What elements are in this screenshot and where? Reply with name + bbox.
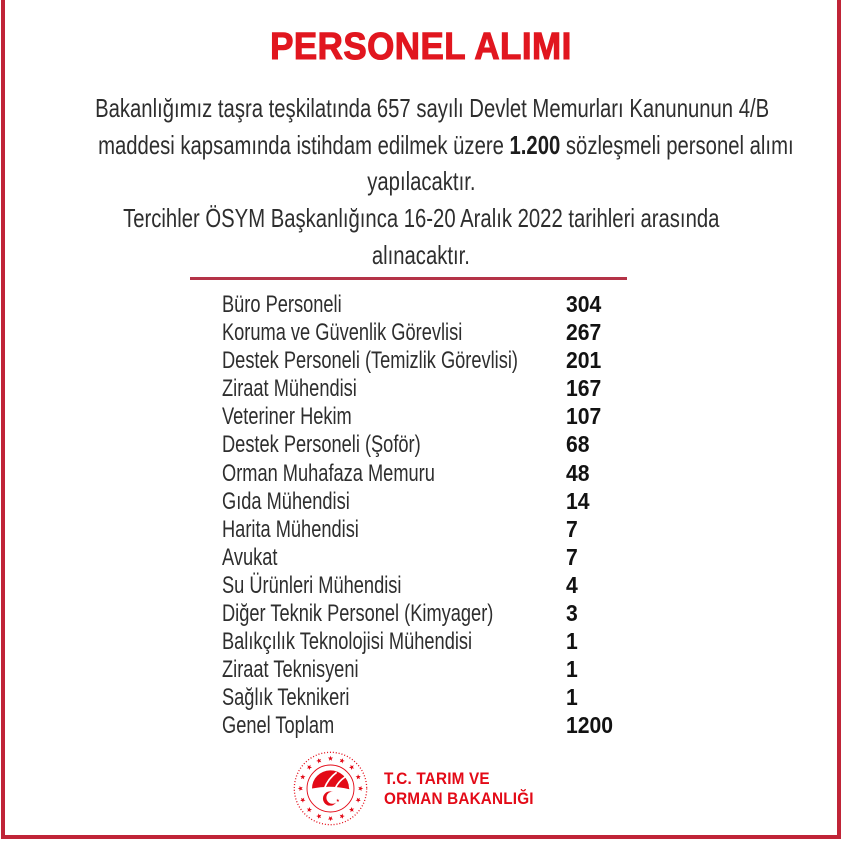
- positions-table: [222, 290, 622, 740]
- position-count: 1200: [566, 712, 614, 739]
- dates-line-2: alınacaktır.: [371, 239, 471, 270]
- position-label: Balıkçılık Teknolojisi Mühendisi: [222, 628, 473, 656]
- table-row: [222, 627, 622, 655]
- position-label: Destek Personeli (Temizlik Görevlisi): [222, 347, 518, 375]
- dates-line-1: Tercihler ÖSYM Başkanlığınca 16-20 Aralık 2022 tarihleri arasında: [122, 203, 720, 233]
- table-row: [222, 571, 622, 599]
- position-count: 3: [566, 600, 578, 627]
- position-label: Koruma ve Güvenlik Görevlisi: [222, 319, 463, 347]
- intro-line-2: maddesi kapsamında istihdam edilmek üzere 1.200 sözleşmeli personel alımı: [98, 129, 794, 160]
- position-count: 267: [566, 319, 602, 346]
- position-label: Veteriner Hekim: [222, 403, 352, 431]
- position-label: Avukat: [222, 543, 278, 571]
- position-count: 304: [566, 291, 602, 317]
- bottom-frame-line: [1, 835, 841, 839]
- position-label: Büro Personeli: [222, 291, 342, 318]
- position-label: Sağlık Teknikeri: [222, 684, 350, 712]
- intro-paragraph: [0, 90, 842, 200]
- table-row: [222, 515, 622, 543]
- table-row: [222, 459, 622, 487]
- position-label: Ziraat Teknisyeni: [222, 656, 359, 684]
- position-count: 107: [566, 403, 602, 430]
- crescent-star-icon: [323, 791, 339, 805]
- table-row: [222, 655, 622, 683]
- ministry-emblem-icon: [292, 750, 369, 827]
- table-row: [222, 346, 622, 374]
- position-count: 4: [566, 571, 578, 598]
- position-count: 7: [566, 543, 578, 570]
- position-label: Diğer Teknik Personel (Kimyager): [222, 600, 494, 628]
- table-row: [222, 683, 622, 711]
- position-label: Genel Toplam: [222, 712, 335, 740]
- position-label: Destek Personeli (Şoför): [222, 431, 421, 459]
- table-row: [222, 487, 622, 515]
- position-count: 167: [566, 375, 602, 402]
- red-divider: [190, 277, 627, 280]
- position-count: 68: [566, 431, 590, 458]
- position-label: Orman Muhafaza Memuru: [222, 459, 435, 487]
- intro-line-1: Bakanlığımız taşra teşkilatında 657 sayılı Devlet Memurları Kanununun 4/B: [95, 93, 770, 123]
- table-row: [222, 543, 622, 571]
- star-ring: [297, 756, 363, 822]
- position-count: 7: [566, 515, 578, 542]
- position-count: 14: [566, 487, 590, 514]
- table-row: [222, 711, 622, 739]
- ministry-logo: [0, 750, 842, 827]
- table-row: [222, 402, 622, 430]
- position-label: Su Ürünleri Mühendisi: [222, 571, 402, 599]
- ministry-name-line-2: ORMAN BAKANLIĞI: [383, 788, 534, 808]
- intro-line-3: yapılacaktır.: [366, 166, 476, 196]
- table-row: [222, 599, 622, 627]
- position-count: 1: [566, 656, 578, 683]
- ministry-name: [384, 769, 550, 809]
- position-label: Ziraat Mühendisi: [222, 375, 357, 403]
- field-dome-icon: [312, 770, 349, 789]
- position-count: 1: [566, 628, 578, 655]
- position-count: 1: [566, 684, 578, 711]
- table-row: [222, 374, 622, 402]
- page-title: PERSONEL ALIMI: [270, 26, 572, 68]
- ministry-name-line-1: T.C. TARIM VE: [383, 768, 490, 788]
- headcount-emphasis: 1.200: [509, 129, 561, 160]
- position-label: Gıda Mühendisi: [222, 487, 350, 515]
- position-count: 48: [566, 459, 590, 486]
- dates-paragraph: [0, 200, 842, 273]
- table-row: [222, 430, 622, 458]
- table-row: [222, 290, 622, 318]
- position-label: Harita Mühendisi: [222, 515, 359, 543]
- position-count: 201: [566, 347, 602, 374]
- table-row: [222, 318, 622, 346]
